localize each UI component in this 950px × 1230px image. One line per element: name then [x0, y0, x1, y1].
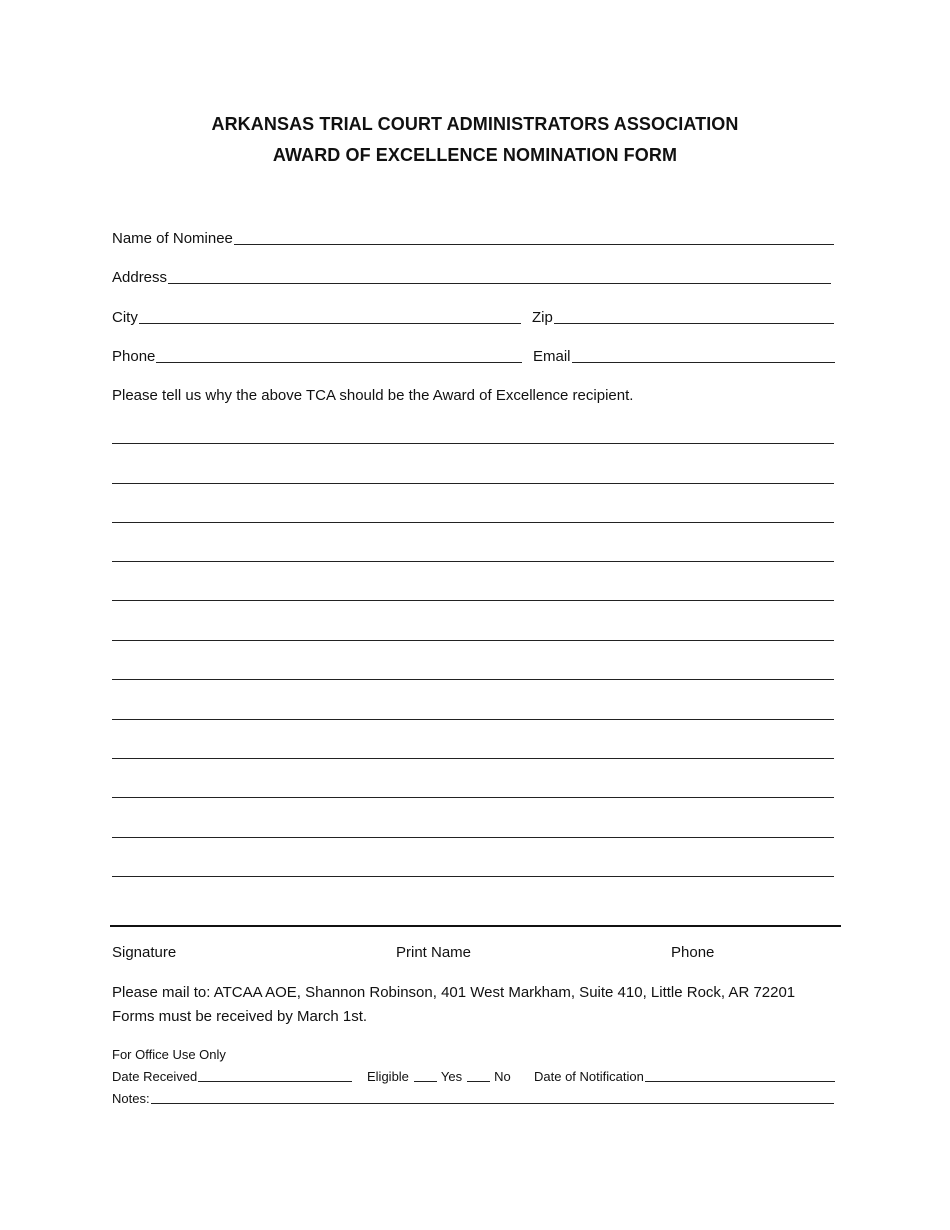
deadline-note: Forms must be received by March 1st.	[112, 1008, 368, 1025]
date-received-field[interactable]	[112, 1067, 352, 1085]
nominee-name-field[interactable]	[112, 228, 834, 248]
mailing-address: Please mail to: ATCAA AOE, Shannon Robinson, 401 West Markham, Suite 410, Little Rock, AR 72201	[112, 984, 796, 1001]
response-line[interactable]	[112, 561, 834, 562]
response-line[interactable]	[112, 837, 834, 838]
date-received-line[interactable]	[198, 1081, 352, 1082]
response-line[interactable]	[112, 600, 834, 601]
response-line[interactable]	[112, 758, 834, 759]
nominee-name-line[interactable]	[234, 244, 834, 245]
eligible-yes-line[interactable]	[414, 1081, 437, 1082]
address-label: Address	[112, 269, 168, 286]
address-field[interactable]	[112, 267, 831, 287]
response-line[interactable]	[112, 876, 834, 877]
date-notification-line[interactable]	[645, 1081, 835, 1082]
city-line[interactable]	[139, 323, 521, 324]
city-label: City	[112, 309, 138, 326]
notes-label: Notes:	[112, 1091, 150, 1106]
office-use-heading: For Office Use Only	[112, 1047, 226, 1062]
response-line[interactable]	[112, 483, 834, 484]
response-line[interactable]	[112, 522, 834, 523]
address-line[interactable]	[168, 283, 831, 284]
print-name-label: Print Name	[396, 944, 472, 961]
date-notification-field[interactable]	[534, 1067, 835, 1085]
notes-line[interactable]	[151, 1103, 834, 1104]
zip-line[interactable]	[554, 323, 834, 324]
signature-phone-label: Phone	[671, 944, 715, 961]
nominee-name-label: Name of Nominee	[112, 230, 233, 247]
signature-label: Signature	[112, 944, 177, 961]
city-field[interactable]	[112, 307, 521, 327]
response-line[interactable]	[112, 719, 834, 720]
form-title: AWARD OF EXCELLENCE NOMINATION FORM	[272, 145, 678, 165]
zip-label: Zip	[532, 309, 553, 326]
response-line[interactable]	[112, 797, 834, 798]
response-line[interactable]	[112, 679, 834, 680]
eligible-yes-label: Yes	[440, 1069, 463, 1084]
response-line[interactable]	[112, 640, 834, 641]
zip-field[interactable]	[532, 307, 834, 327]
phone-label: Phone	[112, 348, 156, 365]
nomination-prompt: Please tell us why the above TCA should be the Award of Excellence recipient.	[112, 387, 634, 404]
notes-field[interactable]	[112, 1089, 834, 1107]
email-line[interactable]	[572, 362, 835, 363]
eligible-label: Eligible	[367, 1069, 409, 1084]
date-received-label: Date Received	[112, 1069, 198, 1084]
form-title-organization: ARKANSAS TRIAL COURT ADMINISTRATORS ASSOCIATION	[211, 114, 739, 134]
date-notification-label: Date of Notification	[534, 1069, 644, 1084]
email-label: Email	[533, 348, 571, 365]
phone-line[interactable]	[156, 362, 522, 363]
eligible-no-line[interactable]	[467, 1081, 490, 1082]
response-line[interactable]	[112, 443, 834, 444]
eligible-no-label: No	[494, 1069, 511, 1084]
signature-line[interactable]	[110, 925, 841, 927]
phone-field[interactable]	[112, 346, 522, 366]
email-field[interactable]	[533, 346, 835, 366]
eligible-field[interactable]	[367, 1067, 511, 1085]
